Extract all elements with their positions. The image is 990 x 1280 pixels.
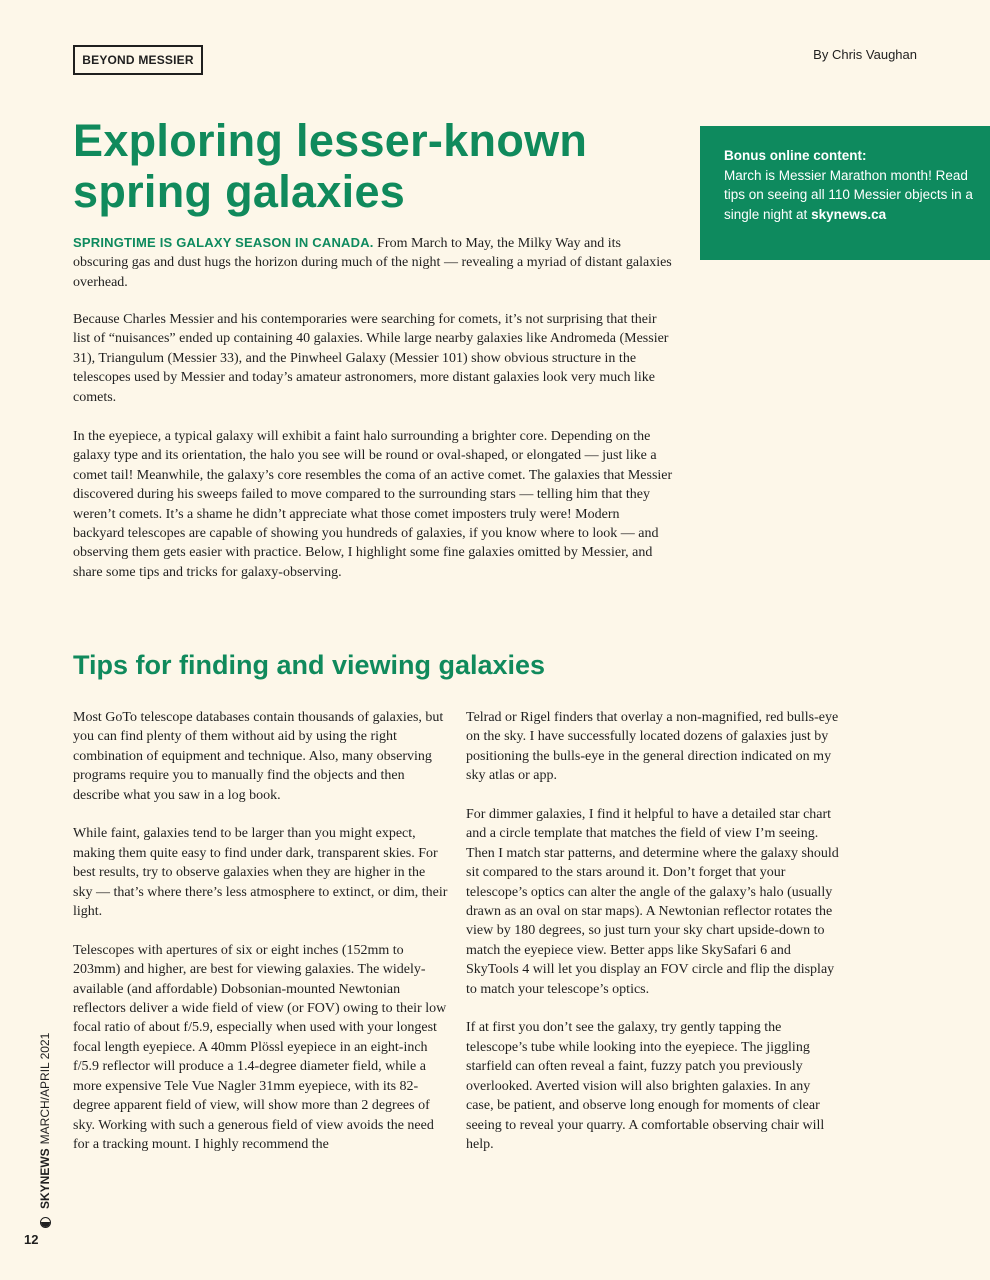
column-paragraph: Telescopes with apertures of six or eight inches (152mm to 203mm) and higher, are best for viewing galaxies. The widely-available (and affordable) Dobsonian-mounted Newtonian reflectors deliver a wide field of view (or FOV) owing to their low focal ratio of about f/5.9, especially when used with your longest focal length eyepiece. A 40mm Plössl eyepiece in an eight-inch f/5.9 reflector will produce a 1.4-degree diameter field, while a more expensive Tele Vue Nagler 31mm eyepiece, with its 82-degree apparent field of view, will show more than 2 degrees of sky. Working with such a generous field of view avoids the need for a tracking mount. I highly recommend the: [73, 942, 447, 1152]
column-left: [73, 708, 448, 1174]
page-number: 12: [24, 1232, 39, 1247]
page-footer-sidebar: [22, 1028, 52, 1228]
bonus-heading: Bonus online content:: [724, 148, 867, 163]
bonus-link[interactable]: skynews.ca: [811, 206, 887, 222]
bonus-content-box: [700, 126, 990, 260]
article-title: Exploring lesser-known spring galaxies: [73, 115, 588, 217]
moon-icon: [40, 1217, 51, 1228]
issue-date: MARCH/APRIL 2021: [38, 1032, 52, 1145]
lead-in: SPRINGTIME IS GALAXY SEASON IN CANADA.: [73, 235, 374, 250]
magazine-issue-label: [30, 1028, 60, 1228]
lead-text: From March to May, the Milky Way and its obscuring gas and dust hugs the horizon during much of the night — revealing a myriad of distant galaxies overhead.: [73, 236, 672, 290]
column-paragraph: Telrad or Rigel finders that overlay a non-magnified, red bulls-eye on the sky. I have successfully located dozens of galaxies just by positioning the bulls-eye in the general direction indicated on my sky atlas or app.: [466, 710, 839, 784]
bonus-text: March is Messier Marathon month! Read tips on seeing all 110 Messier objects in a single night at: [724, 167, 973, 222]
body-paragraph-text: Because Charles Messier and his contemporaries were searching for comets, it’s not surprising that their list of “nuisances” ended up containing 40 galaxies. While large nearby galaxies like Andromeda (Messier 31), Triangulum (Messier 33), and the Pinwheel Galaxy (Messier 101) show obvious structure in the telescopes used by Messier and today’s amateur astronomers, more distant galaxies look very much like comets.: [73, 312, 669, 405]
column-paragraph: If at first you don’t see the galaxy, try gently tapping the telescope’s tube while looking into the eyepiece. The jiggling starfield can often reveal a faint, fuzzy patch you previously overlooked. Averted vision will also brighten galaxies. In any case, be patient, and observe long enough for moments of clear seeing to reveal your quarry. A comfortable observing chair will help.: [466, 1020, 825, 1152]
column-paragraph: For dimmer galaxies, I find it helpful to have a detailed star chart and a circle template that matches the field of view I’m seeing. Then I match star patterns, and determine where the galaxy should sit compared to the stars around it. Don’t forget that your telescope’s optics can alter the angle of the galaxy’s halo (usually drawn as an oval on star maps). A Newtonian reflector rotates the view by 180 degrees, so just turn your sky chart upside-down to match the eyepiece view. Better apps like SkySafari 6 and SkyTools 4 will let you display an FOV circle and flip the display to match your telescope’s optics.: [466, 807, 839, 997]
section-tag: BEYOND MESSIER: [73, 45, 203, 75]
intro-paragraph: [73, 233, 673, 292]
byline: By Chris Vaughan: [813, 47, 917, 62]
body-paragraph: [73, 310, 673, 407]
column-paragraph: While faint, galaxies tend to be larger than you might expect, making them quite easy to find under dark, transparent skies. For best results, try to observe galaxies when they are higher in the sky — that’s where there’s less atmosphere to extinct, or dim, their light.: [73, 826, 448, 920]
body-paragraph-text: In the eyepiece, a typical galaxy will exhibit a faint halo surrounding a brighter core. Depending on the galaxy type and its orientation, the halo you see will be round or oval-shaped, or elongated — just like a comet tail! Meanwhile, the galaxy’s core resembles the coma of an active comet. The galaxies that Messier discovered during his sweeps failed to move compared to the surrounding stars — telling him that they weren’t comets. It’s a shame he didn’t appreciate what those comet imposters truly were! Modern backyard telescopes are capable of showing you hundreds of galaxies, if you know where to look — and observing them gets easier with practice. Below, I highlight some fine galaxies omitted by Messier, and share some tips and tricks for galaxy-observing.: [73, 429, 673, 580]
body-paragraph: [73, 427, 673, 582]
section-heading: Tips for finding and viewing galaxies: [73, 650, 546, 680]
column-paragraph: Most GoTo telescope databases contain thousands of galaxies, but you can find plenty of them without aid by using the right combination of equipment and technique. Also, many observing programs require you to manually find the objects and then describe what you saw in a log book.: [73, 710, 444, 803]
magazine-name: SKYNEWS: [38, 1148, 52, 1209]
column-right: [466, 708, 841, 1174]
